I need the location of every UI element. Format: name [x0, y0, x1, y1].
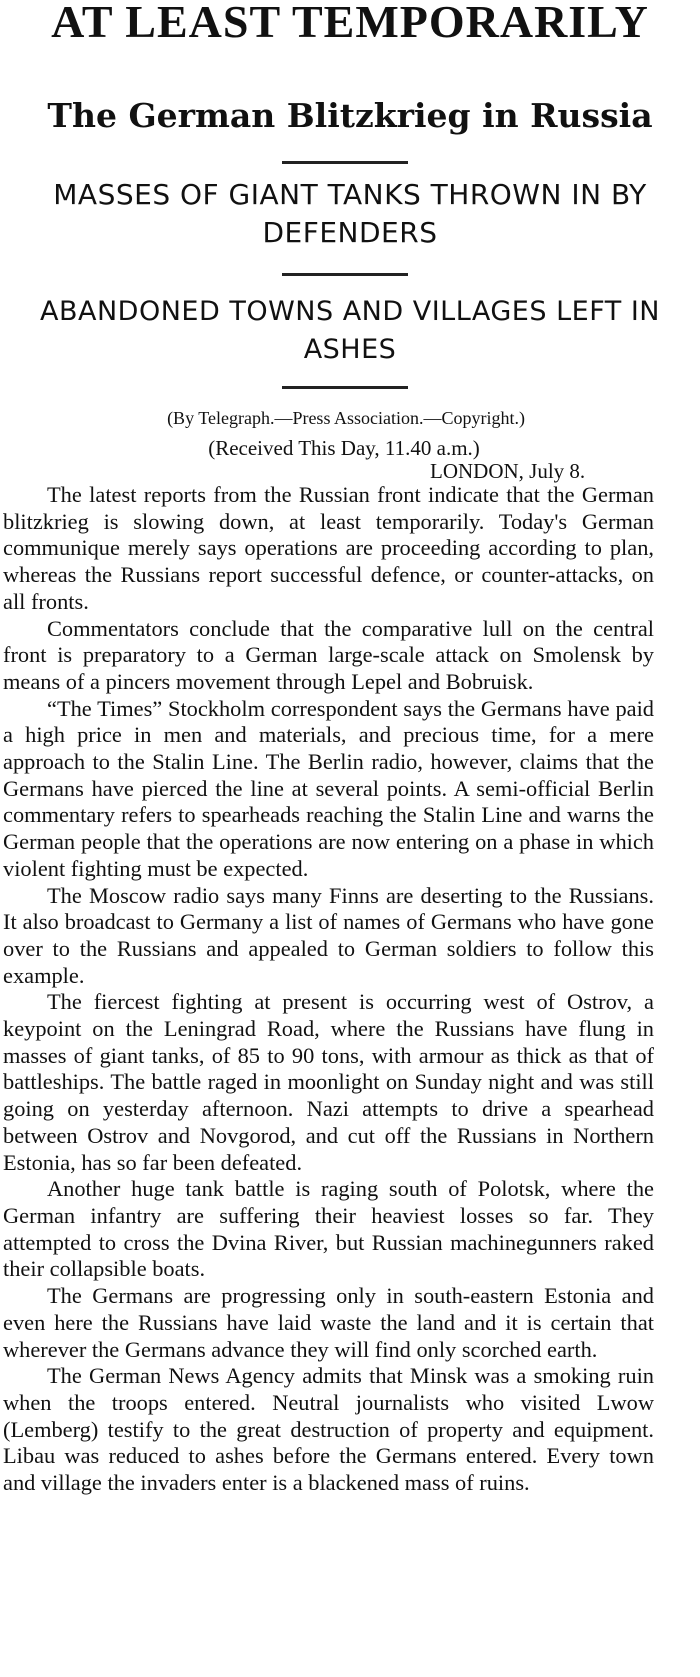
article-paragraph: The German News Agency admits that Minsk was a smoking ruin when the troops entered. Neutral journalists who visited Lwow (Lemberg) testify to the great destruction of property and equipment. Libau was reduced to ashes before the Germans entered. Every town and village the invaders enter is a blackened mass of ruins.: [3, 1363, 654, 1496]
headline-divider: [282, 273, 408, 276]
received-time: (Received This Day, 11.40 a.m.): [208, 436, 480, 460]
article-body: [3, 482, 654, 1497]
source-credit: (By Telegraph.—Press Association.—Copyright.): [167, 408, 525, 428]
article-paragraph: Commentators conclude that the comparative lull on the central front is preparatory to a German large-scale attack on Smolensk by means of a pincers movement through Lepel and Bobruisk.: [3, 615, 654, 694]
article-paragraph: The Moscow radio says many Finns are deserting to the Russians. It also broadcast to Germany a list of names of Germans who have gone over to the Russians and appealed to German soldiers to follow this example.: [3, 882, 654, 988]
deck-headline-2: ABANDONED TOWNS AND VILLAGES LEFT IN ASHES: [40, 296, 660, 365]
sub-headline: The German Blitzkrieg in Russia: [47, 96, 653, 135]
article-paragraph: Another huge tank battle is raging south of Polotsk, where the German infantry are suffering their heaviest losses so far. They attempted to cross the Dvina River, but Russian machinegunners raked their collapsible boats.: [3, 1176, 654, 1282]
dateline: LONDON, July 8.: [430, 459, 586, 483]
article-paragraph: The latest reports from the Russian front indicate that the German blitzkrieg is slowing down, at least temporarily. Today's German communique merely says operations are proceeding according to plan, whereas the Russians report successful defence, or counter-attacks, on all fronts.: [3, 482, 654, 614]
main-headline: AT LEAST TEMPORARILY: [51, 0, 649, 47]
article-paragraph: “The Times” Stockholm correspondent says the Germans have paid a high price in men and materials, and precious time, for a mere approach to the Stalin Line. The Berlin radio, however, claims that the Germans have pierced the line at several points. A semi-official Berlin commentary refers to spearheads reaching the Stalin Line and warns the German people that the operations are now entering on a phase in which violent fighting must be expected.: [3, 695, 654, 881]
headline-divider: [282, 386, 408, 389]
deck-headline-1: MASSES OF GIANT TANKS THROWN IN BY DEFENDERS: [53, 178, 647, 249]
headline-divider: [282, 161, 408, 164]
article-paragraph: The Germans are progressing only in south-eastern Estonia and even here the Russians have laid waste the land and it is certain that wherever the Germans advance they will find only scorched earth.: [3, 1283, 654, 1362]
article-paragraph: The fiercest fighting at present is occurring west of Ostrov, a keypoint on the Leningrad Road, where the Russians have flung in masses of giant tanks, of 85 to 90 tons, with armour as thick as that of battleships. The battle raged in moonlight on Sunday night and was still going on yesterday afternoon. Nazi attempts to drive a spearhead between Ostrov and Novgorod, and cut off the Russians in Northern Estonia, has so far been defeated.: [3, 989, 654, 1175]
